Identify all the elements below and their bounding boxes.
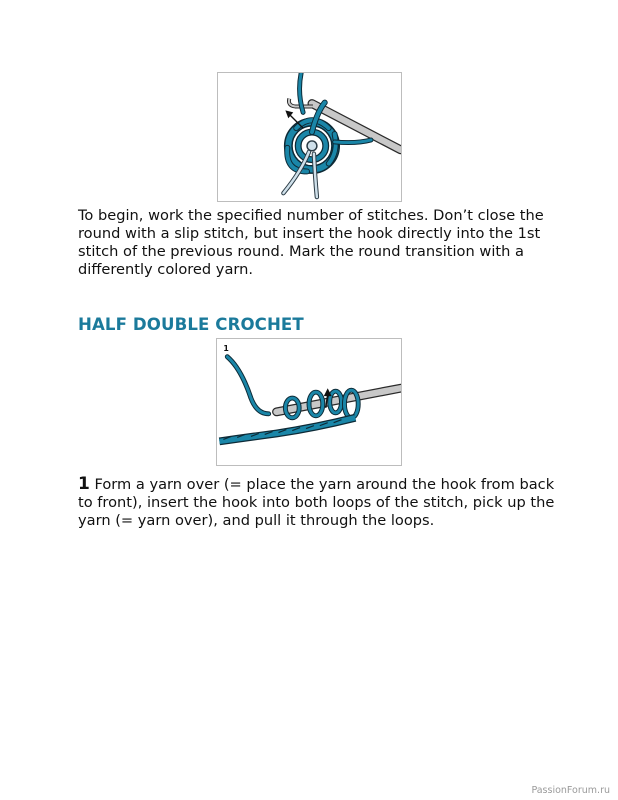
- hdc-step1-illustration: [216, 338, 402, 466]
- step-number: 1: [78, 474, 90, 494]
- magic-ring-illustration: [217, 72, 402, 202]
- figure-step-label: 1: [223, 343, 229, 353]
- half-double-crochet-step-icon: [217, 339, 401, 465]
- crochet-magic-ring-icon: [218, 73, 401, 201]
- step1-text: Form a yarn over (= place the yarn around the hook from back to front), insert the hook into both loops of the stitch, pick up the yarn (= yarn over), and pull it through the loops.: [78, 476, 555, 529]
- step1-paragraph: [78, 475, 558, 530]
- intro-paragraph: To begin, work the specified number of stitches. Don’t close the round with a slip stitch, but insert the hook directly into the 1st stitch of the previous round. Mark the round transition with a differently colored yarn.: [78, 207, 544, 278]
- watermark: PassionForum.ru: [531, 785, 610, 796]
- section-heading: HALF DOUBLE CROCHET: [78, 315, 304, 334]
